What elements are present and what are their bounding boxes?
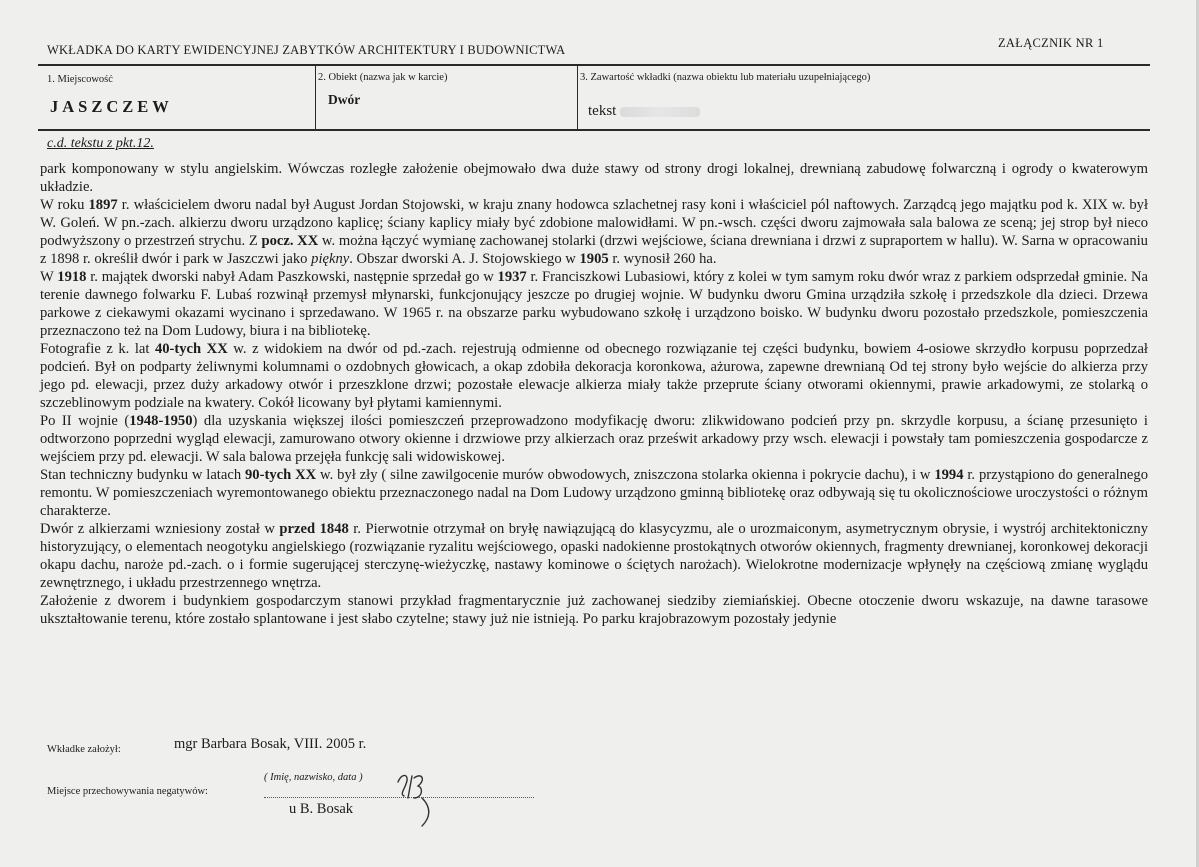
text-segment: przed 1848: [279, 521, 349, 537]
text-segment: r. właścicielem dworu nadal był August Jordan Stojowski, w kraju znany hodowca szlachetnej rasy koni i właściciel pól naftowych. Zarządcą jego majątku pod k. XIX w. był W. Goleń. W pn.-zach. alkierzu dworu urządzono kaplicę; ściany kaplicy miały być zdobione malowidłami. W pn.-wsch. części dworu zajmowała sala balowa ze sceną; jej strop był nieco podwyższony o przestrzeń strychu. Z: [40, 197, 1148, 249]
object-label: 2. Obiekt (nazwa jak w karcie): [318, 72, 448, 83]
text-segment: park komponowany w stylu angielskim. Wówczas rozległe założenie obejmowało dwa duże stawy od strony drogi lokalnej, drewnianą zabudowę folwarczną i ogrody o kwaterowym układzie.: [40, 161, 1148, 195]
body-paragraph: [40, 160, 1148, 196]
storage-label: Miejsce przechowywania negatywów:: [47, 786, 208, 797]
text-segment: Stan techniczny budynku w latach: [40, 467, 245, 483]
author-label: Wkładke założył:: [47, 744, 121, 755]
document-title: WKŁADKA DO KARTY EWIDENCYJNEJ ZABYTKÓW ARCHITEKTURY I BUDOWNICTWA: [47, 43, 566, 57]
place-value: JASZCZEW: [50, 97, 173, 116]
text-segment: 1994: [934, 467, 964, 483]
body-paragraph: [40, 196, 1148, 268]
body-paragraph: [40, 466, 1148, 520]
text-segment: w. był zły ( silne zawilgocenie murów obwodowych, zniszczona stolarka okienna i pokrycie dachu), i w: [316, 467, 935, 483]
table-bottom-rule: [38, 129, 1150, 131]
text-segment: 1905: [579, 251, 609, 267]
body-text: [40, 160, 1148, 628]
text-segment: 1897: [88, 197, 118, 213]
text-segment: r. majątek dworski nabył Adam Paszkowski, następnie sprzedał go w: [86, 269, 498, 285]
author-value: mgr Barbara Bosak, VIII. 2005 r.: [174, 736, 367, 752]
table-divider-2: [577, 66, 578, 129]
table-divider-1: [315, 66, 316, 129]
body-paragraph: [40, 340, 1148, 412]
text-segment: Dwór z alkierzami wzniesiony został w: [40, 521, 280, 537]
text-segment: r. Pierwotnie otrzymał on bryłę nawiązującą do klasycyzmu, ale o urozmaiconym, asymetrycznym obrysie, i wystrój architektoniczny historyzujący, o elementach neogotyku angielskiego (rozwiązanie ryzalitu wejściowego, opaski nadokienne prostokątnych otworów okiennych, fragmenty drewnianej, koronkowej dekoracji okapu dachu, naroże pd.-zach. o i formie sugerującej sterczynę-wieżyczkę, nastawy kominowe o ściętych narożach). Wielokrotne modernizacje wpłynęły na częściową zmianę wyglądu zewnętrznego, i układu przestrzennego wnętrza.: [40, 521, 1148, 591]
name-hint: ( Imię, nazwisko, data ): [264, 772, 363, 783]
handwritten-signature: [392, 768, 442, 828]
text-segment: W: [40, 269, 58, 285]
text-segment: Po II wojnie (: [40, 413, 130, 429]
faded-stamp: [620, 107, 700, 117]
text-segment: . Obszar dworski A. J. Stojowskiego w: [349, 251, 580, 267]
text-segment: 40-tych XX: [154, 341, 228, 357]
body-paragraph: [40, 592, 1148, 628]
continuation-note: c.d. tekstu z pkt.12.: [47, 136, 154, 151]
text-segment: r. wynosił 260 ha.: [608, 251, 717, 267]
text-segment: piękny: [311, 251, 350, 267]
place-label: 1. Miejscowość: [47, 74, 113, 85]
text-segment: r. Franciszkowi Lubasiowi, który z kolei w tym samym roku dwór wraz z parkiem odsprzedał gminie. Na terenie dawnego folwarku F. Lubaś rozwinął przemysł młynarski, funkcjonujący jeszcze po drugiej wojnie. W budynku dworu Gmina urządziła szkołę i przedszkole dla dzieci. Drzewa parkowe z ciekawymi okazami wycinano i sprzedawano. W 1965 r. na obszarze parku wybudowano szkołę i urządzono boisko. W budynku dworu pozostało przedszkole, pomieszczenia przeznaczono też na Dom Ludowy, biura i na bibliotekę.: [40, 269, 1148, 339]
text-segment: pocz. XX: [261, 233, 319, 249]
text-segment: 1937: [497, 269, 527, 285]
text-segment: Założenie z dworem i budynkiem gospodarczym stanowi przykład fragmentarycznie już zachowanej siedziby ziemiańskiej. Obecne otoczenie dworu wskazuje, na dawne tarasowe ukształtowanie terenu, które zostało splantowane i jest słabo czytelne; stawy już nie istnieją. Po parku krajobrazowym pozostały jedynie: [40, 593, 1148, 627]
text-segment: Fotografie z k. lat: [40, 341, 155, 357]
body-paragraph: [40, 268, 1148, 340]
text-segment: 1918: [57, 269, 87, 285]
text-segment: W roku: [40, 197, 89, 213]
text-segment: 1948-1950: [129, 413, 193, 429]
contents-label: 3. Zawartość wkładki (nazwa obiektu lub materiału uzupełniającego): [580, 72, 871, 83]
text-segment: w. można łączyć wymianę zachowanej stolarki (drzwi wejściowe, ściana drewniana i drzwi z supraportem w hallu). W. Sarna w opracowaniu z 1898 r. określił dwór i park w Jaszczwi jako: [40, 233, 1148, 267]
storage-value: u B. Bosak: [289, 801, 354, 817]
text-segment: w. z widokiem na dwór od pd.-zach. rejestrują odmienne od obecnego rozwiązanie tej części budynku, bowiem 4-osiowe skrzydło korpusu poprzedzał podcień. Był on podparty żeliwnymi kolumnami o ozdobnych głowicach, a okap zdobiła dekoracja koronkowa, ażurowa, zapewne drewnianą Od tej strony było wejście do alkierza przy jego pd. elewacji, przez duży arkadowy otwór i przeszklone drzwi; pozostałe elewacje alkierza miały także przeprute ściany otworami okiennymi, prawie arkadowymi, ze stolarką o szczeblinowym podziale na kwatery. Cokół licowany był płytami kamiennymi.: [40, 341, 1148, 411]
contents-value: tekst: [588, 103, 617, 119]
table-top-rule: [38, 64, 1150, 66]
annex-label: ZAŁĄCZNIK NR 1: [998, 36, 1104, 50]
body-paragraph: [40, 520, 1148, 592]
text-segment: r. przystąpiono do generalnego remontu. W pomieszczeniach wyremontowanego obiektu przeznaczonego nadal na Dom Ludowy urządzono gminną bibliotekę oraz odbywają się tu okolicznościowe uroczystości o różnym charakterze.: [40, 467, 1148, 519]
object-value: Dwór: [328, 92, 361, 107]
text-segment: ) dla uzyskania większej ilości pomieszczeń przeprowadzono modyfikację dworu: zlikwidowano podcień przy pn. skrzydle korpusu, a ścianę przesunięto i odtworzono poprzedni wygląd elewacji, zamurowano otwory okienne i drzwiowe przy alkierzach oraz prześwit arkadowy przy wsch. elewacji i powstały tam pomieszczenia gospodarcze z wejściem przy pd. elewacji. W sala balowa przejęła funkcję sali widowiskowej.: [40, 413, 1148, 465]
text-segment: 90-tych XX: [245, 467, 317, 483]
body-paragraph: [40, 412, 1148, 466]
